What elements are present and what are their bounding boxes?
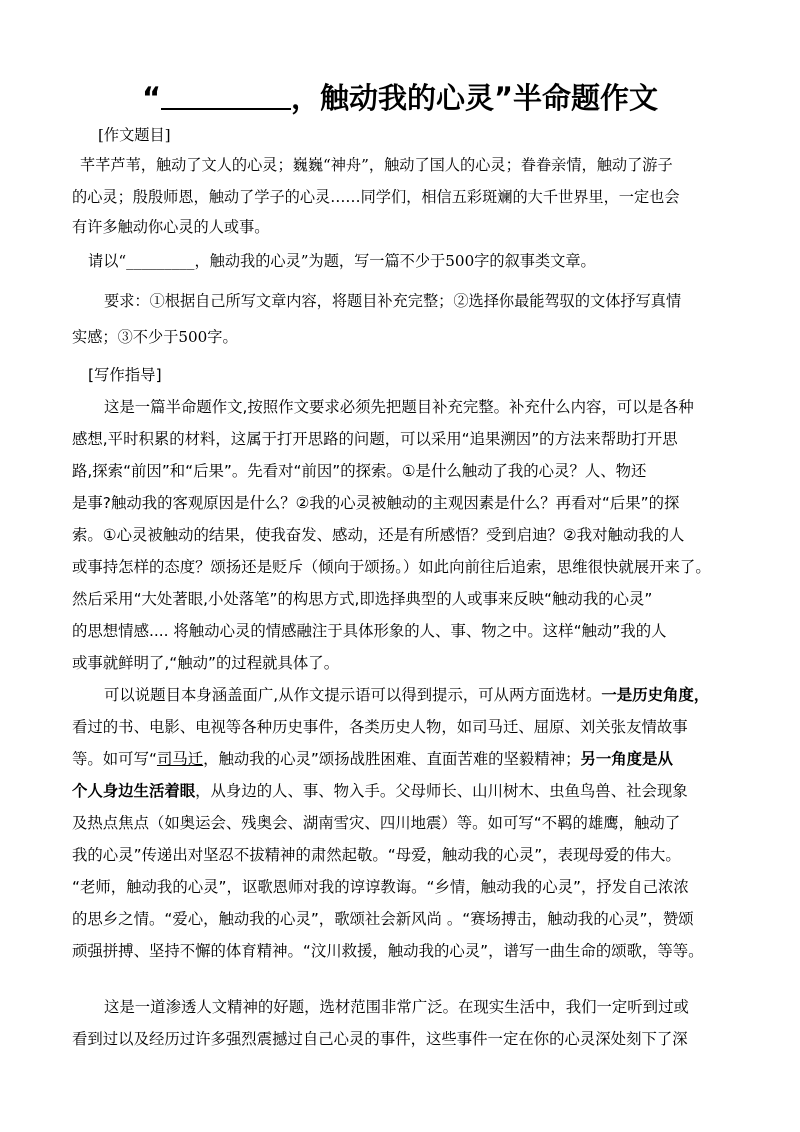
guide-para2-line bbox=[104, 684, 709, 706]
para2-text: ，触动我的心灵”颂扬战胜困难、直面苦难的坚毅精神； bbox=[203, 750, 581, 768]
para2-text: 可以说题目本身涵盖面广,从作文提示语可以得到提示，可从两方面选材。 bbox=[104, 686, 602, 704]
title-open-quote: “ bbox=[141, 81, 161, 115]
guide-para2-line: 的思乡之情。“爱心，触动我的心灵”，歌颂社会新风尚 。“赛场搏击，触动我的心灵”，赞颂 bbox=[72, 910, 694, 928]
guide-para2-line: 看过的书、电影、电视等各种历史事件，各类历史人物，如司马迁、屈原、刘关张友情故事 bbox=[72, 718, 688, 736]
guide-para2-line bbox=[72, 780, 688, 802]
guide-header: [写作指导] bbox=[88, 366, 162, 384]
title-blank-line bbox=[161, 80, 291, 110]
topic-intro-line: 芊芊芦苇，触动了文人的心灵；巍巍“神舟”，触动了国人的心灵；眷眷亲情，触动了游子 bbox=[80, 156, 673, 174]
guide-para1-line: 或事持怎样的态度？颂扬还是贬斥（倾向于颂扬。）如此向前往后追索，思维很快就展开来了。 bbox=[72, 558, 711, 576]
guide-para1-line: 是事?触动我的客观原因是什么？②我的心灵被触动的主观因素是什么？再看对“后果”的探 bbox=[72, 494, 680, 512]
topic-header: [作文题目] bbox=[98, 126, 171, 144]
guide-para1-line: 然后采用“大处著眼,小处落笔”的构思方式,即选择典型的人或事来反映“触动我的心灵” bbox=[72, 590, 653, 608]
another-angle-bold: 另一角度是从 bbox=[580, 750, 673, 768]
guide-para2-line bbox=[72, 748, 673, 770]
guide-para1-line: 路,探索“前因”和“后果”。先看对“前因”的探索。①是什么触动了我的心灵？人、物还 bbox=[72, 462, 647, 480]
guide-para2-line: 顽强拼搏、坚持不懈的体育精神。“汶川救援，触动我的心灵”，谱写一曲生命的颂歌，等等。 bbox=[72, 942, 704, 960]
guide-para1-line: 感想,平时积累的材料，这属于打开思路的问题，可以采用“追果溯因”的方法来帮助打开思 bbox=[72, 430, 678, 448]
topic-requirement-line: 实感；③不少于500字。 bbox=[72, 328, 238, 346]
guide-para1-line: 的思想情感.... 将触动心灵的情感融注于具体形象的人、事、物之中。这样“触动”我的人 bbox=[72, 622, 667, 640]
topic-requirement-line: 要求：①根据自己所写文章内容，将题目补充完整；②选择你最能驾驭的文体抒写真情 bbox=[104, 292, 682, 310]
title-rest: ，触动我的心灵”半命题作文 bbox=[291, 81, 659, 115]
page-title bbox=[0, 78, 800, 118]
topic-intro-line: 有许多触动你心灵的人或事。 bbox=[72, 218, 270, 236]
guide-para1-line: 或事就鲜明了,“触动”的过程就具体了。 bbox=[72, 654, 340, 672]
guide-para1-line: 这是一篇半命题作文,按照作文要求必须先把题目补充完整。补充什么内容，可以是各种 bbox=[104, 398, 694, 416]
guide-para1-line: 索。①心灵被触动的结果，使我奋发、感动，还是有所感悟？受到启迪？②我对触动我的人 bbox=[72, 526, 685, 544]
para2-text: 等。如可写“ bbox=[72, 750, 157, 768]
guide-para2-line: 及热点焦点（如奥运会、残奥会、湖南雪灾、四川地震）等。如可写“不羁的雄鹰，触动了 bbox=[72, 814, 681, 832]
personal-life-bold: 个人身边生活着眼 bbox=[72, 782, 196, 800]
guide-para3-line: 这是一道渗透人文精神的好题，选材范围非常广泛。在现实生活中，我们一定听到过或 bbox=[104, 998, 689, 1016]
guide-para2-line: 我的心灵”传递出对坚忍不拔精神的肃然起敬。“母爱，触动我的心灵”，表现母爱的伟大。 bbox=[72, 846, 681, 864]
topic-intro-line: 的心灵；殷殷师恩，触动了学子的心灵……同学们，相信五彩斑斓的大千世界里，一定也会 bbox=[72, 188, 680, 206]
topic-prompt: 请以“_________，触动我的心灵”为题，写一篇不少于500字的叙事类文章。 bbox=[88, 252, 596, 270]
para2-text: ，从身边的人、事、物入手。父母师长、山川树木、虫鱼鸟兽、社会现象 bbox=[195, 782, 688, 800]
history-angle-bold: 一是历史角度， bbox=[601, 686, 710, 704]
sima-qian-underlined: 司马迁 bbox=[156, 750, 204, 768]
guide-para2-line: “老师，触动我的心灵”，讴歌恩师对我的谆谆教诲。“乡情，触动我的心灵”，抒发自己浓浓 bbox=[72, 878, 689, 896]
guide-para3-line: 看到过以及经历过许多强烈震撼过自己心灵的事件，这些事件一定在你的心灵深处刻下了深 bbox=[72, 1030, 688, 1048]
